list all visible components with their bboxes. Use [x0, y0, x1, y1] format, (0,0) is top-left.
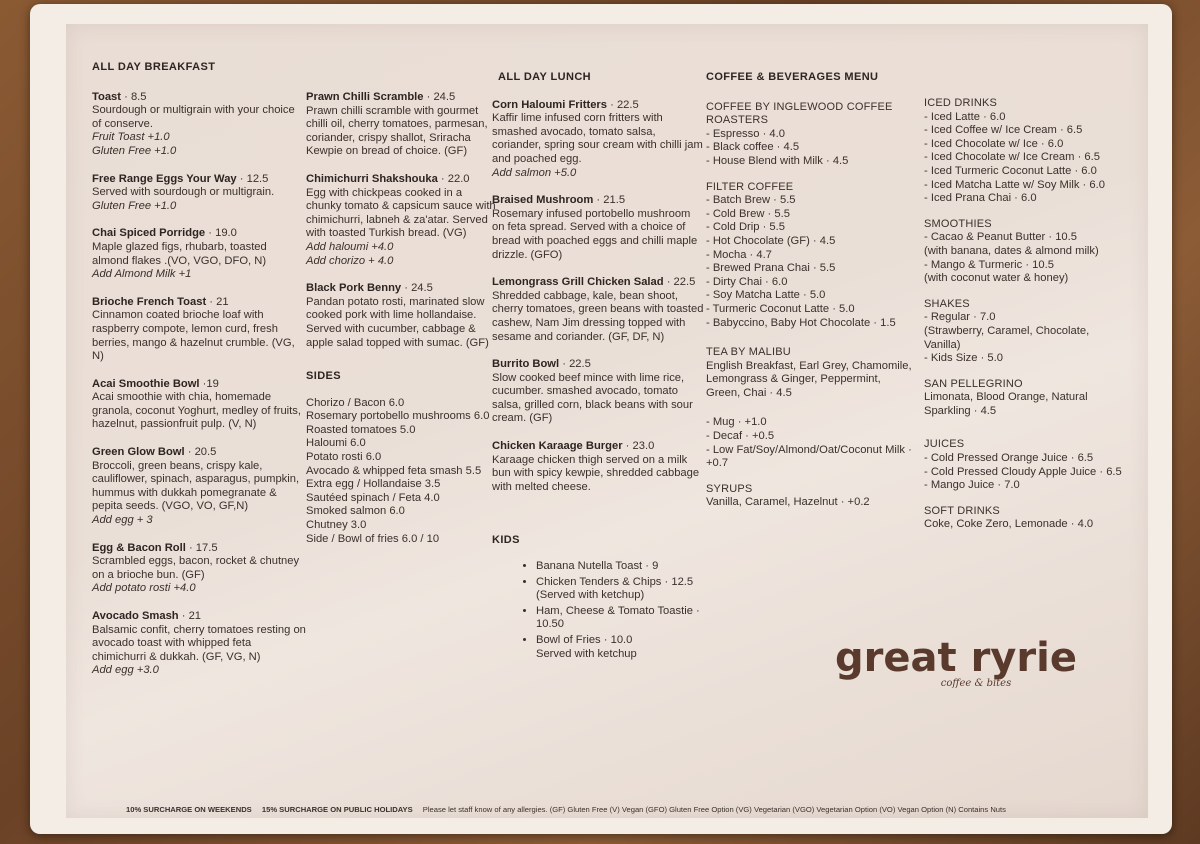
menu-item-addon: Add salmon +5.0	[492, 166, 577, 179]
list-line: - Soy Matcha Latte · 5.0	[706, 289, 826, 302]
list-line: Haloumi 6.0	[306, 437, 366, 450]
menu-item-price: · 24.5	[423, 91, 456, 103]
menu-item	[92, 173, 306, 214]
juices-list	[924, 452, 1128, 493]
sides-list	[306, 397, 498, 547]
menu-item	[92, 227, 306, 281]
iced-list	[924, 111, 1128, 206]
menu-item-name: Toast	[92, 90, 122, 103]
menu-item-name: Lemongrass Grill Chicken Salad	[492, 276, 664, 289]
breakfast-title: ALL DAY BREAKFAST	[92, 61, 216, 73]
menu-item	[92, 446, 306, 528]
list-line: - Iced Coffee w/ Ice Cream · 6.5	[924, 124, 1083, 137]
list-line: Smoked salmon 6.0	[306, 505, 405, 518]
list-line: - Iced Matcha Latte w/ Soy Milk · 6.0	[924, 178, 1105, 191]
menu-item	[306, 173, 498, 268]
list-line: Roasted tomatoes 5.0	[306, 423, 416, 436]
extras-block	[706, 416, 916, 470]
menu-item-price: ·19	[199, 377, 219, 390]
menu-item	[306, 91, 498, 159]
kids-item	[536, 634, 704, 661]
mains-column	[306, 91, 498, 546]
syrups-desc: Vanilla, Caramel, Hazelnut · +0.2	[706, 496, 870, 509]
list-line: - Batch Brew · 5.5	[706, 194, 796, 207]
menu-item-price: · 12.5	[236, 172, 269, 185]
shakes-block	[924, 298, 1128, 366]
juices-title: JUICES	[924, 438, 965, 451]
menu-item-price: · 20.5	[184, 446, 217, 459]
breakfast-items	[92, 91, 306, 678]
menu-item-name: Egg & Bacon Roll	[92, 541, 186, 554]
soft-title: SOFT DRINKS	[924, 504, 1000, 517]
list-line: - Iced Chocolate w/ Ice Cream · 6.5	[924, 151, 1100, 164]
menu-item-description: Kaffir lime infused corn fritters with smashed avocado, tomato salsa, coriander, spring sour cream with chilli jam and poached egg.	[492, 112, 703, 165]
menu-item-addon: Add chorizo + 4.0	[306, 254, 394, 267]
brand-logo	[826, 636, 1086, 689]
list-line: (Strawberry, Caramel, Chocolate, Vanilla)	[924, 324, 1090, 351]
list-line: - Black coffee · 4.5	[706, 141, 800, 154]
menu-item-description: Served with sourdough or multigrain.	[92, 186, 275, 199]
menu-item-description: Karaage chicken thigh served on a milk bun with spicy kewpie, shredded cabbage with melted cheese.	[492, 453, 700, 493]
menu-item-description: Scrambled eggs, bacon, rocket & chutney on a brioche bun. (GF)	[92, 555, 300, 581]
list-line: - Mango Juice · 7.0	[924, 479, 1020, 492]
list-line: - Dirty Chai · 6.0	[706, 275, 788, 288]
list-line: - Turmeric Coconut Latte · 5.0	[706, 302, 855, 315]
menu-item-price: · 22.5	[559, 358, 591, 371]
list-line: - Mocha · 4.7	[706, 248, 772, 261]
menu-item-name: Chimichurri Shakshouka	[306, 172, 438, 185]
list-line: - Low Fat/Soy/Almond/Oat/Coconut Milk · +0.7	[706, 443, 912, 470]
syrups-block	[706, 483, 916, 510]
smoothies-block	[924, 218, 1128, 286]
coffee-list	[706, 128, 916, 169]
list-line: - Babyccino, Baby Hot Chocolate · 1.5	[706, 316, 896, 329]
holiday-surcharge: 15% SURCHARGE ON PUBLIC HOLIDAYS	[261, 805, 413, 814]
juices-block	[924, 438, 1128, 492]
menu-item-description: Egg with chickpeas cooked in a chunky tomato & capsicum sauce with chimichurri, labneh & za'atar. Served with toasted Turkish bread. (VG)	[306, 186, 496, 240]
list-line: Avocado & whipped feta smash 5.5	[306, 464, 482, 477]
soft-desc: Coke, Coke Zero, Lemonade · 4.0	[924, 518, 1094, 531]
menu-item-addon: Add Almond Milk +1	[92, 268, 192, 281]
kids-item-text: • Bowl of Fries · 10.0	[536, 634, 633, 646]
menu-item-name: Corn Haloumi Fritters	[492, 98, 607, 111]
tea-title: TEA BY MALIBU	[706, 346, 791, 359]
menu-item-name: Brioche French Toast	[92, 295, 207, 308]
menu-item-description: Prawn chilli scramble with gourmet chilli oil, cherry tomatoes, parmesan, coriander, crispy shallot, Sriracha Kewpie on bread of choice. (GF)	[306, 104, 488, 158]
menu-item-description: Slow cooked beef mince with lime rice, cucumber. smashed avocado, tomato salsa, grilled corn, black beans with sour cream. (GF)	[492, 371, 693, 425]
menu-item-addon: Gluten Free +1.0	[92, 144, 177, 157]
menu-item-description: Balsamic confit, cherry tomatoes resting on avocado toast with whipped feta chimichurri & dukkah. (GF, VG, N)	[92, 623, 306, 663]
menu-item-name: Avocado Smash	[92, 610, 179, 622]
kids-item-note: Served with ketchup	[536, 647, 637, 660]
list-line: - Espresso · 4.0	[706, 127, 785, 140]
list-line: - Iced Chocolate w/ Ice · 6.0	[924, 137, 1064, 150]
menu-item-name: Green Glow Bowl	[92, 446, 185, 459]
menu-item	[492, 194, 704, 262]
menu-item-name: Braised Mushroom	[492, 194, 594, 207]
drinks-column	[924, 97, 1128, 544]
menu-item	[492, 276, 704, 344]
menu-item-description: Rosemary infused portobello mushroom on feta spread. Served with a choice of bread with poached eggs and chilli maple drizzle. (GFO)	[492, 207, 698, 261]
smoothies-list	[924, 231, 1128, 285]
list-line: (with banana, dates & almond milk)	[924, 244, 1099, 257]
list-line: - Cold Pressed Orange Juice · 6.5	[924, 452, 1094, 465]
surcharge-footer	[126, 805, 1006, 814]
pellegrino-title: SAN PELLEGRINO	[924, 377, 1023, 390]
menu-item-price: · 19.0	[205, 227, 237, 240]
list-line: Potato rosti 6.0	[306, 451, 382, 464]
kids-item-note: (Served with ketchup)	[536, 589, 645, 602]
menu-item	[92, 296, 306, 364]
menu-item-addon: Add egg + 3	[92, 514, 153, 527]
soft-block	[924, 505, 1128, 532]
list-line: - Regular · 7.0	[924, 311, 996, 324]
mains-items	[306, 91, 498, 350]
sides-title: SIDES	[306, 370, 342, 383]
kids-item-text: • Banana Nutella Toast · 9	[536, 560, 659, 573]
list-line: - Iced Latte · 6.0	[924, 110, 1006, 123]
list-line: Side / Bowl of fries 6.0 / 10	[306, 532, 440, 545]
list-line: - Iced Prana Chai · 6.0	[924, 192, 1037, 205]
list-line: Extra egg / Hollandaise 3.5	[306, 478, 441, 491]
menu-item-addon: Add potato rosti +4.0	[92, 582, 196, 595]
logo-tagline: coffee & bites	[940, 678, 1012, 689]
menu-item-description: Maple glazed figs, rhubarb, toasted almond flakes .(VO, VGO, DFO, N)	[92, 240, 267, 267]
shakes-list	[924, 311, 1128, 365]
kids-item	[536, 576, 704, 603]
kids-item-text: • Chicken Tenders & Chips · 12.5	[536, 575, 694, 588]
filter-list	[706, 194, 916, 330]
menu-item-price: · 22.5	[663, 276, 696, 289]
menu-item-price: · 17.5	[185, 541, 218, 554]
list-line: - Mug · +1.0	[706, 416, 767, 429]
menu-item-description: Broccoli, green beans, crispy kale, cauliflower, spinach, asparagus, pumpkin, hummus with dukkah pomegranate & pepita seeds. (VGO, VO, GF,N)	[92, 459, 300, 513]
allergy-note: Please let staff know of any allergies. (GF) Gluten Free (V) Vegan (GFO) Gluten Free Option (VG) Vegetarian (VGO) Vegetarian Option (VO) Vegan Option (N) Contains Nuts	[422, 805, 1006, 814]
menu-item-description: Sourdough or multigrain with your choice of conserve.	[92, 104, 295, 130]
menu-item-description: Acai smoothie with chia, homemade granola, coconut Yoghurt, medley of fruits, hazelnut, passionfruit pulp. (V, N)	[92, 391, 301, 431]
menu-item	[492, 358, 704, 426]
menu-paper	[66, 24, 1148, 818]
coffee-title: COFFEE BY INGLEWOOD COFFEE ROASTERS	[706, 100, 893, 127]
iced-block	[924, 97, 1128, 206]
menu-item-name: Chicken Karaage Burger	[492, 440, 623, 453]
menu-item-price: · 21.5	[593, 194, 626, 207]
shakes-title: SHAKES	[924, 297, 970, 310]
kids-title: KIDS	[492, 534, 520, 547]
iced-title: ICED DRINKS	[924, 97, 998, 109]
menu-item-price: · 22.5	[607, 98, 639, 111]
weekend-surcharge: 10% SURCHARGE ON WEEKENDS	[126, 805, 252, 814]
menu-item-price: · 21	[178, 610, 202, 622]
menu-item	[92, 542, 306, 596]
menu-item	[492, 99, 704, 181]
list-line: - Hot Chocolate (GF) · 4.5	[706, 234, 836, 247]
list-line: - Cold Pressed Cloudy Apple Juice · 6.5	[924, 465, 1122, 478]
beverages-column	[706, 71, 916, 522]
tea-block	[706, 346, 916, 400]
lunch-title: ALL DAY LUNCH	[498, 71, 592, 83]
list-line: - House Blend with Milk · 4.5	[706, 154, 849, 167]
menu-item-addon: Gluten Free +1.0	[92, 199, 177, 212]
list-line: - Cacao & Peanut Butter · 10.5	[924, 231, 1077, 244]
menu-item-description: Shredded cabbage, kale, bean shoot, cherry tomatoes, green beans with toasted cashew, Nam Jim dressing topped with sesame and coriander. (GF, DF, N)	[492, 289, 704, 343]
tea-desc: English Breakfast, Earl Grey, Chamomile, Lemongrass & Ginger, Peppermint, Green, Chai · 4.5	[706, 359, 912, 399]
kids-item	[536, 560, 704, 574]
syrups-title: SYRUPS	[706, 482, 753, 495]
list-line: - Decaf · +0.5	[706, 430, 775, 443]
list-line: Sautéed spinach / Feta 4.0	[306, 491, 440, 504]
menu-item	[92, 378, 306, 432]
menu-item-description: Pandan potato rosti, marinated slow cooked pork with lime hollandaise. Served with cucumber, cabbage & apple salad topped with sumac. (GF)	[306, 295, 489, 349]
list-line: - Mango & Turmeric · 10.5	[924, 258, 1054, 271]
menu-item-name: Prawn Chilli Scramble	[306, 91, 424, 103]
menu-item-addon: Add haloumi +4.0	[306, 240, 394, 253]
menu-item	[492, 440, 704, 494]
list-line: - Brewed Prana Chai · 5.5	[706, 262, 836, 275]
logo-name: great ryrie	[835, 635, 1077, 681]
beverages-title: COFFEE & BEVERAGES MENU	[706, 71, 879, 83]
menu-item-price: · 8.5	[121, 90, 147, 103]
coffee-block	[706, 101, 916, 169]
list-line: Chutney 3.0	[306, 519, 367, 532]
extras-list	[706, 416, 916, 470]
menu-item-name: Acai Smoothie Bowl	[92, 377, 200, 390]
pellegrino-desc: Limonata, Blood Orange, Natural Sparkling · 4.5	[924, 391, 1088, 417]
menu-item-name: Chai Spiced Porridge	[92, 227, 206, 240]
filter-title: FILTER COFFEE	[706, 180, 794, 193]
kids-item	[536, 605, 704, 632]
menu-item-name: Burrito Bowl	[492, 358, 560, 371]
menu-item	[92, 610, 306, 678]
list-line: Chorizo / Bacon 6.0	[306, 396, 405, 409]
list-line: Rosemary portobello mushrooms 6.0	[306, 410, 490, 423]
pellegrino-block	[924, 378, 1128, 419]
menu-item-price: · 22.0	[437, 172, 470, 185]
list-line: - Cold Brew · 5.5	[706, 207, 790, 220]
smoothies-title: SMOOTHIES	[924, 217, 992, 230]
menu-item	[92, 91, 306, 159]
menu-item-price: · 24.5	[401, 282, 433, 295]
list-line: (with coconut water & honey)	[924, 272, 1069, 285]
kids-item-text: • Ham, Cheese & Tomato Toastie · 10.50	[536, 604, 700, 631]
laminated-menu-sheet	[30, 4, 1172, 834]
menu-item	[306, 282, 498, 350]
list-line: - Kids Size · 5.0	[924, 352, 1003, 365]
kids-list	[492, 560, 704, 661]
list-line: - Cold Drip · 5.5	[706, 221, 785, 234]
menu-item-price: · 23.0	[622, 440, 655, 453]
filter-block	[706, 181, 916, 331]
breakfast-column	[92, 61, 306, 692]
menu-item-description: Cinnamon coated brioche loaf with raspberry compote, lemon curd, fresh berries, mango & hazelnut crumble. (VG, N)	[92, 309, 295, 363]
list-line: - Iced Turmeric Coconut Latte · 6.0	[924, 164, 1097, 177]
menu-item-name: Black Pork Benny	[306, 282, 402, 295]
menu-item-price: · 21	[206, 295, 229, 308]
menu-item-addon: Fruit Toast +1.0	[92, 131, 170, 144]
lunch-items	[492, 99, 704, 495]
lunch-column	[492, 71, 704, 663]
menu-item-addon: Add egg +3.0	[92, 664, 159, 677]
menu-item-name: Free Range Eggs Your Way	[92, 172, 237, 185]
